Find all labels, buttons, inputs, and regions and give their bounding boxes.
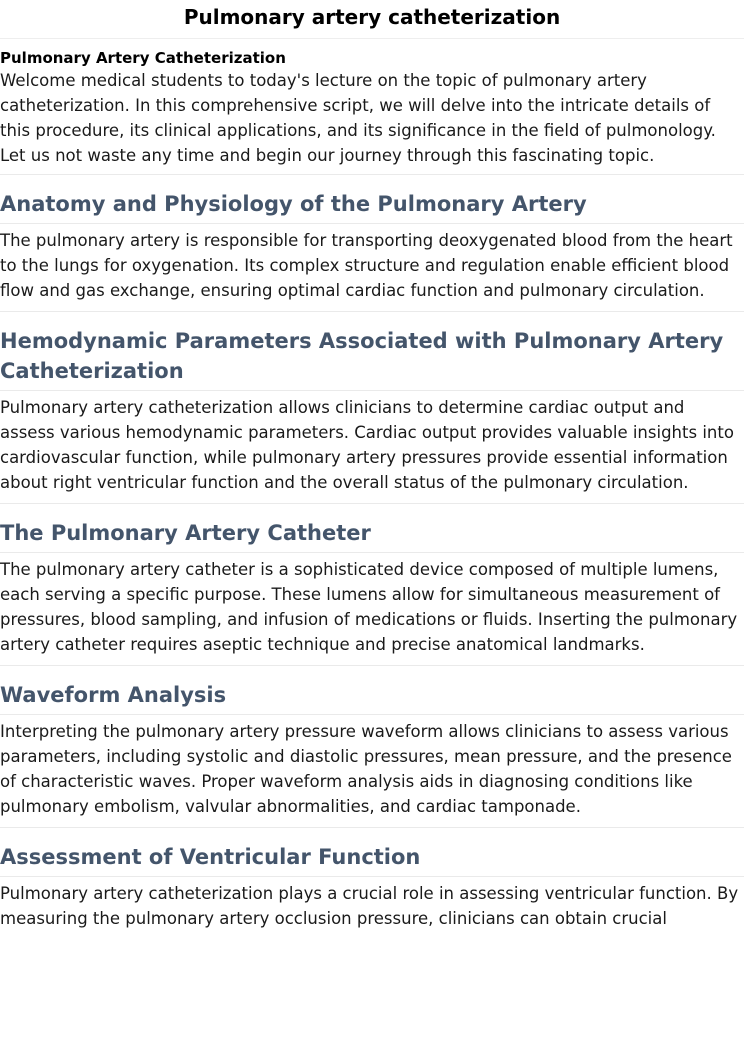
section-text-hemodynamic: Pulmonary artery catheterization allows clinicians to determine cardiac output and assess various hemodynamic parameters. Cardiac output provides valuable insights into cardiovascular function, while pulmonary artery pressures provide essential information about right ventricular function and the overall status of the pulmonary circulation. (0, 398, 734, 492)
section-heading-anatomy: Anatomy and Physiology of the Pulmonary Artery (0, 192, 587, 216)
section-text-catheter: The pulmonary artery catheter is a sophisticated device composed of multiple lumens, each serving a specific purpose. These lumens allow for simultaneous measurement of pressures, blood sampling, and infusion of medications or fluids. Inserting the pulmonary artery catheter requires aseptic technique and precise anatomical landmarks. (0, 560, 738, 654)
section-catheter (0, 504, 744, 666)
section-ventricular (0, 828, 744, 931)
title-divider (0, 38, 744, 39)
section-heading-waveform: Waveform Analysis (0, 683, 227, 707)
document-title: Pulmonary artery catheterization (183, 5, 561, 29)
section-hemodynamic (0, 312, 744, 504)
document-subtitle: Pulmonary Artery Catheterization (0, 49, 286, 67)
section-heading-hemodynamic: Hemodynamic Parameters Associated with Pulmonary Artery Catheterization (0, 329, 724, 383)
section-anatomy (0, 175, 744, 312)
intro-paragraph: Welcome medical students to today's lecture on the topic of pulmonary artery catheterization. In this comprehensive script, we will delve into the intricate details of this procedure, its clinical applications, and its significance in the field of pulmonology. Let us not waste any time and begin our journey through this fascinating topic. (0, 71, 716, 165)
section-heading-catheter: The Pulmonary Artery Catheter (0, 521, 371, 545)
section-text-waveform: Interpreting the pulmonary artery pressure waveform allows clinicians to assess various parameters, including systolic and diastolic pressures, mean pressure, and the presence of characteristic waves. Proper waveform analysis aids in diagnosing conditions like pulmonary embolism, valvular abnormalities, and cardiac tamponade. (0, 722, 732, 816)
section-heading-ventricular: Assessment of Ventricular Function (0, 845, 421, 869)
section-text-anatomy: The pulmonary artery is responsible for transporting deoxygenated blood from the heart to the lungs for oxygenation. Its complex structure and regulation enable efficient blood flow and gas exchange, ensuring optimal cardiac function and pulmonary circulation. (0, 231, 733, 300)
section-text-ventricular: Pulmonary artery catheterization plays a crucial role in assessing ventricular function. By measuring the pulmonary artery occlusion pressure, clinicians can obtain crucial (0, 884, 739, 928)
section-waveform (0, 666, 744, 828)
